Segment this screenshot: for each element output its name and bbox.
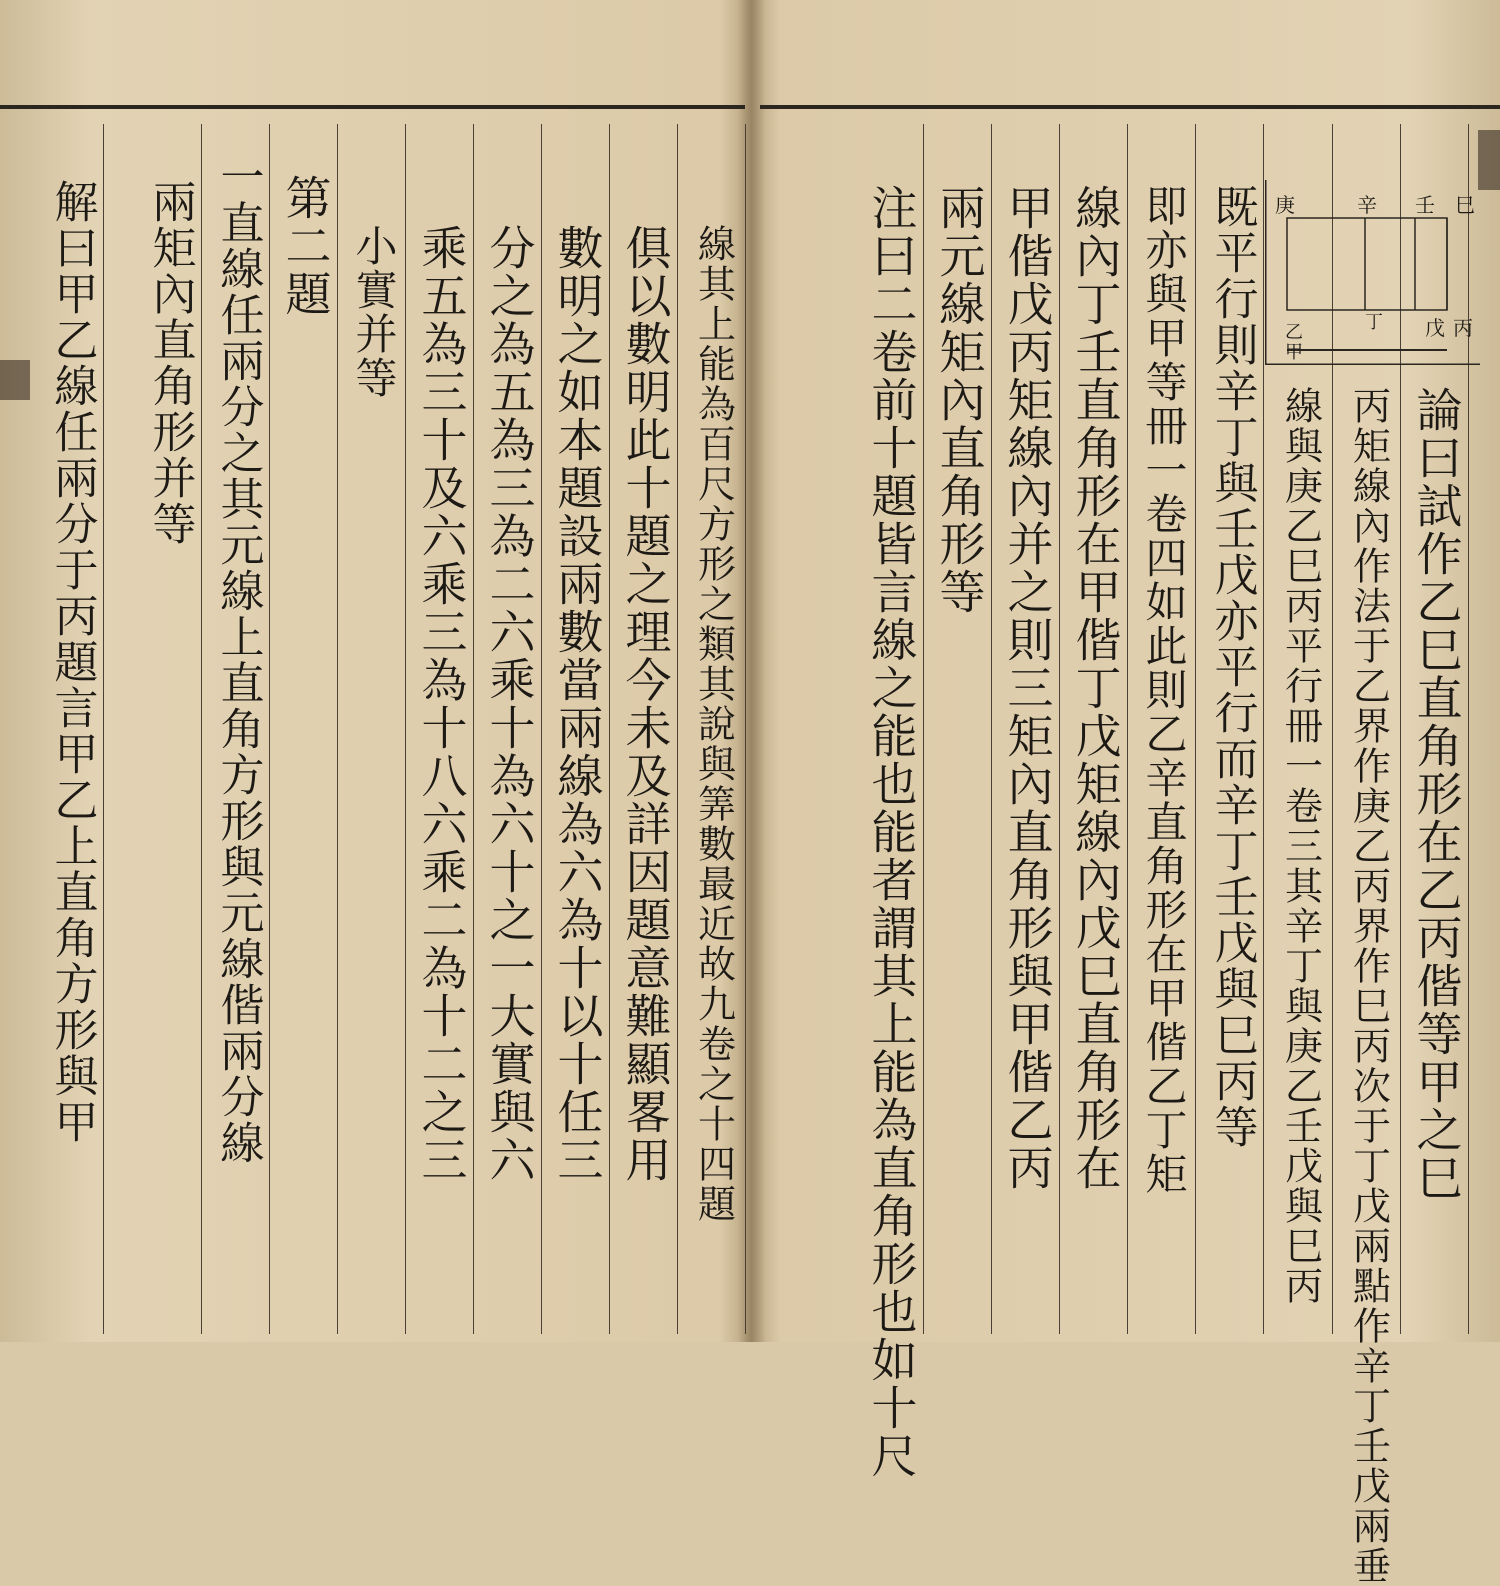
left-col-2	[614, 124, 678, 1334]
left-col-1	[682, 124, 746, 1334]
left-edge-mark	[0, 360, 30, 400]
text-column: 即亦與甲等冊一卷四如此則乙辛直角形在甲偕乙丁矩	[1139, 184, 1189, 1196]
label-bing: 丙	[1453, 316, 1473, 340]
left-col-4	[478, 124, 542, 1334]
text-column: 論曰試作乙巳直角形在乙丙偕等甲之巳	[1409, 386, 1464, 1202]
text-column: 甲偕戊丙矩線內并之則三矩內直角形與甲偕乙丙	[1000, 184, 1055, 1192]
label-xin: 辛	[1357, 193, 1377, 217]
text-column: 注曰二卷前十題皆言線之能也能者謂其上能為直角形也如十尺	[864, 184, 919, 1480]
text-column: 線其上能為百尺方形之類其說與筭數最近故九卷之十四題	[691, 224, 736, 1224]
right-col-7	[996, 124, 1060, 1334]
label-ren: 壬	[1415, 193, 1435, 217]
left-col-10	[40, 124, 104, 1334]
text-column: 解曰甲乙線任兩分于丙題言甲乙上直角方形與甲	[46, 179, 98, 1145]
text-column: 俱以數明此十題之理今未及詳因題意難顯畧用	[618, 224, 673, 1184]
label-si: 巳	[1455, 193, 1475, 217]
text-column: 數明之如本題設兩數當兩線為六為十以十任三	[550, 224, 605, 1184]
right-col-6	[1064, 124, 1128, 1334]
text-column: 兩元線矩內直角形等	[932, 184, 987, 616]
label-wu: 戊	[1425, 316, 1445, 340]
left-col-9	[138, 124, 202, 1334]
text-column: 小實并等	[349, 224, 399, 400]
right-col-4	[1200, 124, 1264, 1334]
text-column: 既平行則辛丁與壬戊亦平行而辛丁壬戊與巳丙等	[1206, 184, 1258, 1150]
left-col-8	[206, 124, 270, 1334]
text-column: 兩矩內直角形并等	[144, 179, 196, 547]
right-edge-mark	[1478, 130, 1500, 190]
text-column: 乘五為三十及六乘三為十八六乘二為十二之三	[414, 224, 469, 1184]
text-column: 第二題	[278, 174, 333, 318]
text-column: 線與庚乙巳丙平行冊一卷三其辛丁與庚乙壬戊與巳丙	[1278, 386, 1323, 1306]
text-column: 線內丁壬直角形在甲偕丁戊矩線內戊巳直角形在	[1068, 184, 1123, 1192]
text-column: 分之為五為三為二六乘十為六十之一大實與六	[482, 224, 537, 1184]
right-col-9	[860, 124, 924, 1480]
right-col-10	[760, 124, 824, 1334]
label-ding: 丁	[1365, 312, 1383, 333]
right-col-5	[1132, 124, 1196, 1334]
left-col-7	[274, 124, 338, 1334]
left-col-3	[546, 124, 610, 1334]
text-column: 一直線任兩分之其元線上直角方形與元線偕兩分線	[212, 154, 264, 1166]
label-geng: 庚	[1275, 193, 1295, 217]
left-col-6	[342, 124, 406, 1334]
left-col-5	[410, 124, 474, 1334]
label-yi: 乙	[1285, 322, 1303, 343]
geometry-diagram	[1265, 180, 1480, 365]
text-column: 丙矩線內作法于乙界作庚乙丙界作巳丙次于丁戊兩點作辛丁壬戊兩垂	[1346, 386, 1391, 1586]
label-jia: 甲	[1285, 342, 1303, 363]
right-col-8	[928, 124, 992, 1334]
